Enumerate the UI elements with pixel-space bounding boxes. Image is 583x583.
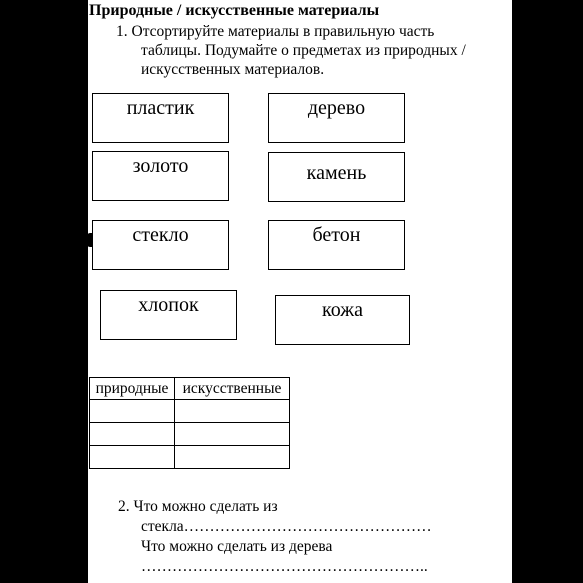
material-card-leather[interactable]	[275, 295, 410, 345]
material-label: дерево	[307, 97, 366, 119]
artificial-cell[interactable]	[175, 423, 290, 446]
table-row	[90, 400, 290, 423]
table-row	[90, 423, 290, 446]
sorting-table	[89, 377, 290, 469]
material-label: кожа	[322, 299, 363, 321]
material-card-cotton[interactable]	[100, 290, 237, 340]
page-title: Природные / искусственные материалы	[89, 2, 380, 19]
task-1-line-3: искусственных материалов.	[141, 61, 325, 78]
material-card-concrete[interactable]	[268, 220, 405, 270]
artificial-cell[interactable]	[175, 400, 290, 423]
column-header-artificial: искусственные	[175, 378, 290, 400]
column-header-natural: природные	[90, 378, 175, 400]
natural-cell[interactable]	[90, 423, 175, 446]
material-label: камень	[306, 162, 367, 184]
natural-cell[interactable]	[90, 400, 175, 423]
table-header-row	[90, 378, 290, 400]
task-1-instructions	[116, 22, 466, 79]
task-1-line-2: таблицы. Подумайте о предметах из природных /	[141, 42, 466, 59]
artificial-cell[interactable]	[175, 446, 290, 469]
material-card-glass[interactable]	[92, 220, 229, 270]
material-card-plastic[interactable]	[92, 93, 229, 143]
task-2-line-3: Что можно сделать из дерева	[141, 538, 333, 555]
material-label: пластик	[126, 97, 195, 119]
material-label: стекло	[132, 224, 189, 246]
material-label: бетон	[312, 224, 361, 246]
material-card-gold[interactable]	[92, 151, 229, 201]
natural-cell[interactable]	[90, 446, 175, 469]
task-2-answer-wood[interactable]: ………………………………………………..	[141, 558, 428, 575]
material-card-wood[interactable]	[268, 93, 405, 143]
material-label: золото	[132, 155, 189, 177]
task-1-line-1: 1. Отсортируйте материалы в правильную часть	[116, 23, 435, 40]
material-card-stone[interactable]	[268, 152, 405, 202]
material-label: хлопок	[138, 294, 199, 316]
task-2-line-1: 2. Что можно сделать из	[118, 498, 278, 515]
table-row	[90, 446, 290, 469]
task-2-answer-glass[interactable]: стекла…………………………………………	[141, 518, 432, 535]
task-2-questions	[118, 497, 432, 577]
